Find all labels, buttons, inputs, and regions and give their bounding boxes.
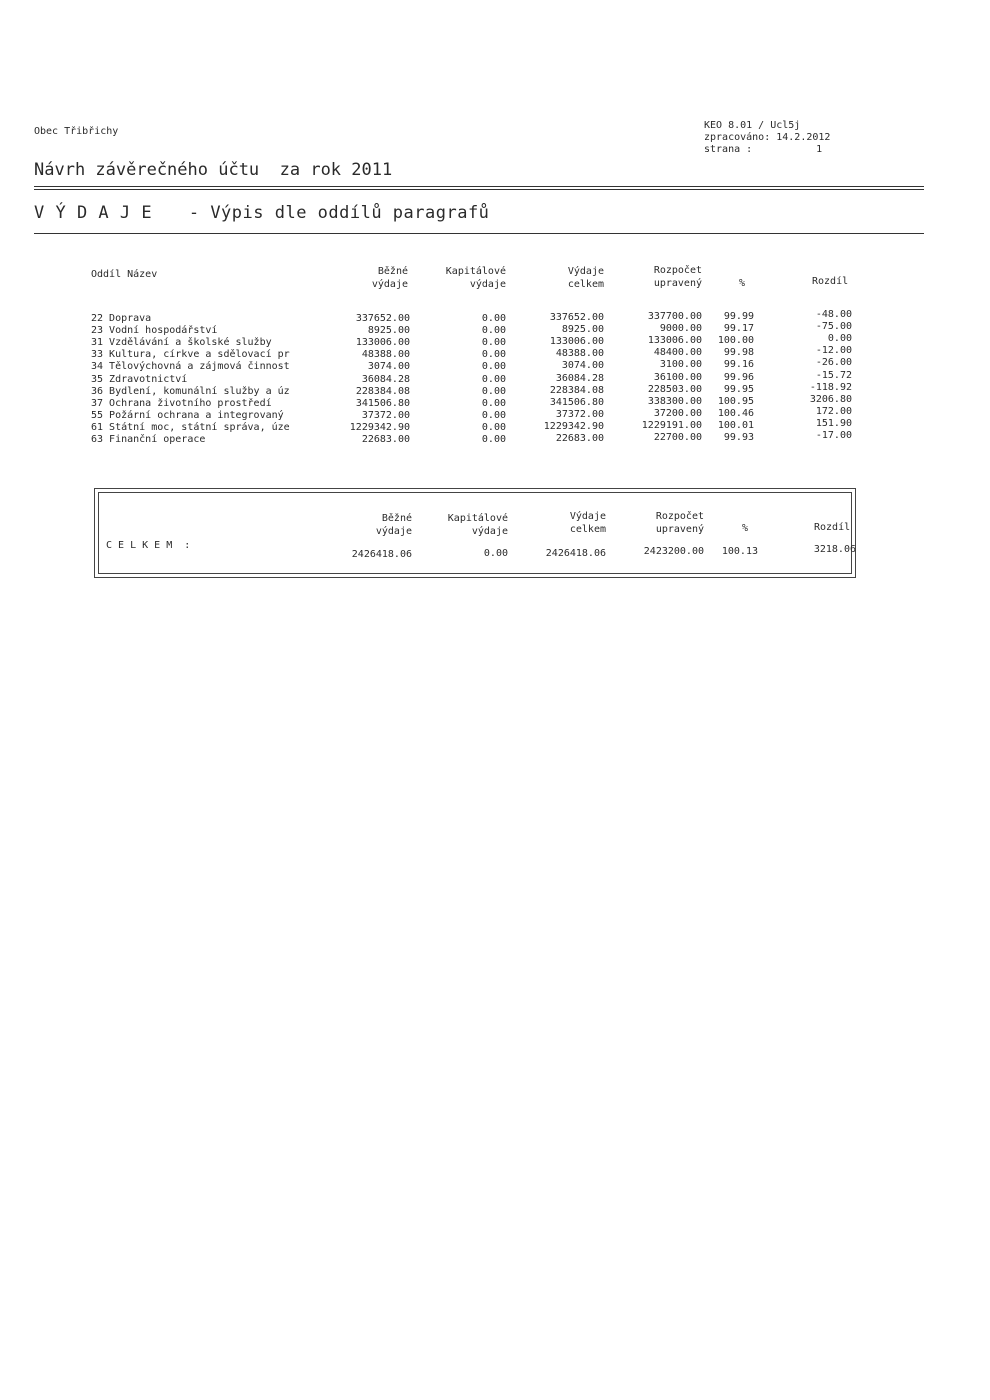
cell-pct: 99.93: [723, 432, 754, 443]
cell-rozdil: 0.00: [827, 333, 852, 345]
cell-celkem: 8925.00: [561, 324, 604, 336]
cell-bezne: 3074.00: [367, 361, 410, 373]
cell-kapitalove: 0.00: [481, 421, 506, 433]
cell-pct: 99.17: [723, 323, 754, 335]
cell-kapitalove: 0.00: [481, 373, 506, 385]
cell-rozpocet: 3100.00: [659, 359, 702, 371]
col-header-oddil-nazev: Oddíl Název: [91, 269, 158, 280]
cell-bezne: 37372.00: [361, 409, 410, 421]
cell-kapitalove: 0.00: [481, 434, 506, 445]
cell-rozdil: -48.00: [815, 309, 852, 320]
cell-name: 36 Bydlení, komunální služby a úz: [91, 385, 290, 397]
total-col-header-rozdil: Rozdíl: [814, 522, 851, 533]
total-col-header-rozpocet: [622, 510, 704, 536]
col-header-rozpocet: [620, 264, 702, 290]
total-label: C E L K E M :: [106, 540, 191, 551]
col-header-pct: %: [739, 278, 746, 289]
cell-name: 37 Ochrana životního prostředí: [91, 397, 272, 409]
page-label: strana :: [704, 144, 753, 155]
cell-name: 63 Finanční operace: [91, 434, 206, 445]
total-celkem: 2426418.06: [545, 548, 606, 559]
cell-kapitalove: 0.00: [481, 313, 506, 324]
cell-name: 33 Kultura, církve a sdělovací pr: [91, 349, 290, 361]
col-header-kapitalove: [420, 265, 506, 291]
col-header-vydaje-line1: Výdaje: [567, 266, 604, 277]
section-title: [34, 203, 489, 223]
cell-rozpocet: 9000.00: [659, 323, 702, 335]
total-pct: 100.13: [721, 546, 758, 557]
cell-rozpocet: 36100.00: [653, 371, 702, 383]
cell-kapitalove: 0.00: [481, 337, 506, 349]
cell-kapitalove: 0.00: [481, 409, 506, 421]
cell-bezne: 48388.00: [361, 349, 410, 361]
col-header-rozpocet-line1: Rozpočet: [653, 265, 702, 276]
col-header-bezne-line1: Běžné: [377, 266, 408, 277]
cell-rozpocet: 1229191.00: [641, 419, 702, 431]
cell-pct: 99.98: [723, 347, 754, 359]
cell-celkem: 22683.00: [555, 433, 604, 444]
cell-celkem: 3074.00: [561, 360, 604, 372]
cell-pct: 99.95: [723, 383, 754, 395]
total-col-header-vydaje: [522, 510, 606, 536]
section-title-rest: - Výpis dle oddílů paragrafů: [188, 203, 490, 223]
cell-celkem: 37372.00: [555, 408, 604, 420]
cell-name: 61 Státní moc, státní správa, úze: [91, 421, 290, 433]
cell-name: 55 Požární ochrana a integrovaný: [91, 409, 284, 421]
cell-pct: 100.95: [717, 395, 754, 407]
meta-line-version: KEO 8.01 / Ucl5j: [704, 120, 801, 131]
cell-bezne: 133006.00: [355, 337, 410, 349]
cell-name: 34 Tělovýchovná a zájmová činnost: [91, 361, 290, 373]
cell-rozpocet: 337700.00: [647, 311, 702, 322]
cell-bezne: 1229342.90: [349, 421, 410, 433]
cell-rozdil: -26.00: [815, 357, 852, 369]
cell-rozpocet: 37200.00: [653, 407, 702, 419]
total-col-header-pct: %: [742, 523, 749, 534]
table-row: [0, 430, 990, 446]
cell-celkem: 337652.00: [549, 312, 604, 323]
cell-rozdil: -15.72: [815, 369, 852, 381]
section-title-letters: V Ý D A J E: [34, 203, 153, 223]
title-rule-top: [34, 186, 924, 187]
cell-rozdil: 3206.80: [809, 393, 852, 405]
meta-line-processed: zpracováno: 14.2.2012: [704, 132, 831, 143]
total-rozpocet: 2423200.00: [643, 546, 704, 557]
cell-rozdil: -12.00: [815, 345, 852, 357]
cell-rozdil: -118.92: [809, 381, 852, 393]
col-header-bezne-line2: výdaje: [371, 279, 408, 290]
cell-pct: 99.16: [723, 359, 754, 371]
total-col-header-rozpocet-line2: upravený: [655, 524, 704, 535]
cell-bezne: 36084.28: [361, 373, 410, 385]
cell-name: 35 Zdravotnictví: [91, 373, 188, 385]
municipality-name: Obec Třibřichy: [34, 126, 119, 137]
cell-rozpocet: 22700.00: [653, 432, 702, 443]
cell-kapitalove: 0.00: [481, 325, 506, 337]
cell-kapitalove: 0.00: [481, 397, 506, 409]
total-col-header-kapitalove-line2: výdaje: [471, 526, 508, 537]
cell-celkem: 341506.80: [549, 396, 604, 408]
col-header-rozpocet-line2: upravený: [653, 278, 702, 289]
cell-bezne: 8925.00: [367, 325, 410, 337]
total-col-header-bezne-line2: výdaje: [375, 526, 412, 537]
cell-celkem: 133006.00: [549, 336, 604, 348]
section-rule: [34, 233, 924, 234]
cell-pct: 100.01: [717, 419, 754, 431]
page-number: 1: [816, 144, 823, 155]
total-kapitalove: 0.00: [483, 548, 508, 559]
total-bezne: 2426418.06: [351, 549, 412, 560]
document-meta: [704, 120, 830, 156]
cell-celkem: 228384.08: [549, 384, 604, 396]
cell-kapitalove: 0.00: [481, 349, 506, 361]
document-title: Návrh závěrečného účtu za rok 2011: [34, 160, 393, 180]
col-header-kapitalove-line1: Kapitálové: [445, 266, 506, 277]
col-header-kapitalove-line2: výdaje: [469, 279, 506, 290]
cell-rozdil: 151.90: [815, 417, 852, 429]
cell-kapitalove: 0.00: [481, 361, 506, 373]
cell-kapitalove: 0.00: [481, 385, 506, 397]
total-col-header-bezne: [330, 512, 412, 538]
title-rule-bottom: [34, 189, 924, 190]
cell-rozdil: -75.00: [815, 321, 852, 333]
cell-rozdil: 172.00: [815, 405, 852, 417]
cell-bezne: 341506.80: [355, 397, 410, 409]
total-rozdil: 3218.06: [813, 544, 856, 555]
total-col-header-vydaje-line1: Výdaje: [569, 511, 606, 522]
cell-rozpocet: 228503.00: [647, 383, 702, 395]
col-header-rozdil: Rozdíl: [812, 276, 849, 287]
cell-pct: 100.00: [717, 335, 754, 347]
col-header-vydaje-celkem: [520, 265, 604, 291]
cell-name: 31 Vzdělávání a školské služby: [91, 337, 272, 349]
cell-rozpocet: 48400.00: [653, 347, 702, 359]
cell-pct: 100.46: [717, 407, 754, 419]
total-col-header-kapitalove: [422, 512, 508, 538]
cell-celkem: 36084.28: [555, 372, 604, 384]
col-header-vydaje-line2: celkem: [567, 279, 604, 290]
cell-bezne: 22683.00: [361, 434, 410, 445]
total-col-header-rozpocet-line1: Rozpočet: [655, 511, 704, 522]
cell-bezne: 337652.00: [355, 313, 410, 324]
cell-pct: 99.96: [723, 371, 754, 383]
cell-celkem: 48388.00: [555, 348, 604, 360]
cell-name: 22 Doprava: [91, 313, 152, 324]
col-header-bezne: [330, 265, 408, 291]
total-col-header-kapitalove-line1: Kapitálové: [447, 513, 508, 524]
cell-pct: 99.99: [723, 311, 754, 322]
cell-rozdil: -17.00: [815, 430, 852, 441]
total-col-header-vydaje-line2: celkem: [569, 524, 606, 535]
meta-line-page: [704, 144, 830, 156]
cell-name: 23 Vodní hospodářství: [91, 325, 218, 337]
cell-rozpocet: 338300.00: [647, 395, 702, 407]
cell-rozpocet: 133006.00: [647, 335, 702, 347]
total-col-header-bezne-line1: Běžné: [381, 513, 412, 524]
cell-bezne: 228384.08: [355, 385, 410, 397]
cell-celkem: 1229342.90: [543, 420, 604, 432]
